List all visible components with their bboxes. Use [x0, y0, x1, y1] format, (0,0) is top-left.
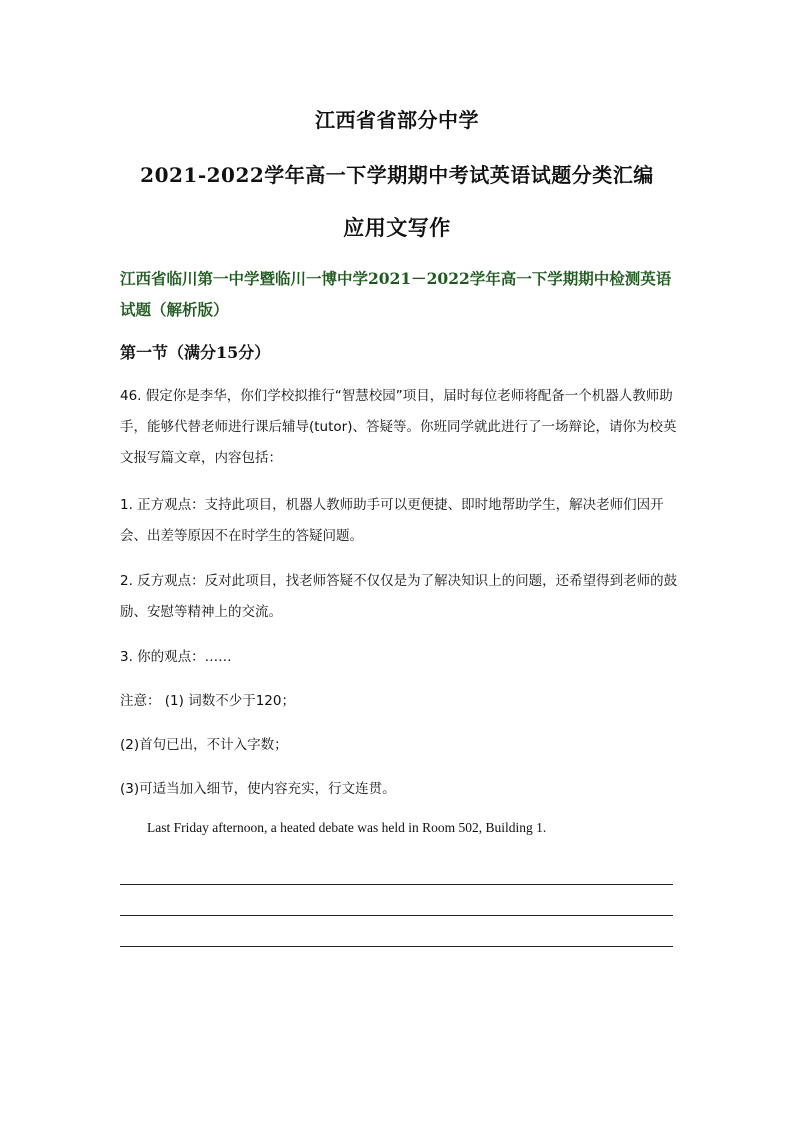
exam-title: 2021-2022学年高一下学期期中考试英语试题分类汇编 [140, 163, 654, 187]
point-own: 3. 你的观点：…… [120, 649, 232, 665]
note-details: (3)可适当加入细节，使内容充实，行文连贯。 [120, 781, 396, 797]
answer-line [120, 915, 673, 916]
source-heading: 江西省临川第一中学暨临川一博中学2021－2022学年高一下学期期中检测英语试题（解析版） [120, 269, 672, 319]
topic-title: 应用文写作 [343, 215, 451, 240]
school-title: 江西省省部分中学 [315, 108, 479, 132]
note-first-sentence: (2)首句已出，不计入字数； [120, 737, 288, 753]
question-prompt: 46. 假定你是李华，你们学校拟推行“智慧校园”项目，届时每位老师将配备一个机器人教师助手，能够代替老师进行课后辅导(tutor)、答疑等。你班同学就此进行了一场辩论，请你为校英文报写篇文章，内容包括： [120, 388, 677, 466]
answer-line [120, 884, 673, 885]
section-heading: 第一节（满分15分） [120, 343, 271, 362]
note-word-count: 注意： (1) 词数不少于120； [120, 693, 295, 709]
answer-line [120, 946, 673, 947]
point-pro: 1. 正方观点：支持此项目，机器人教师助手可以更便捷、即时地帮助学生，解决老师们因开会、出差等原因不在时学生的答疑问题。 [120, 497, 664, 544]
point-con: 2. 反方观点：反对此项目，找老师答疑不仅仅是为了解决知识上的问题，还希望得到老师的鼓励、安慰等精神上的交流。 [120, 573, 678, 620]
starter-sentence: Last Friday afternoon, a heated debate was held in Room 502, Building 1. [147, 820, 547, 835]
